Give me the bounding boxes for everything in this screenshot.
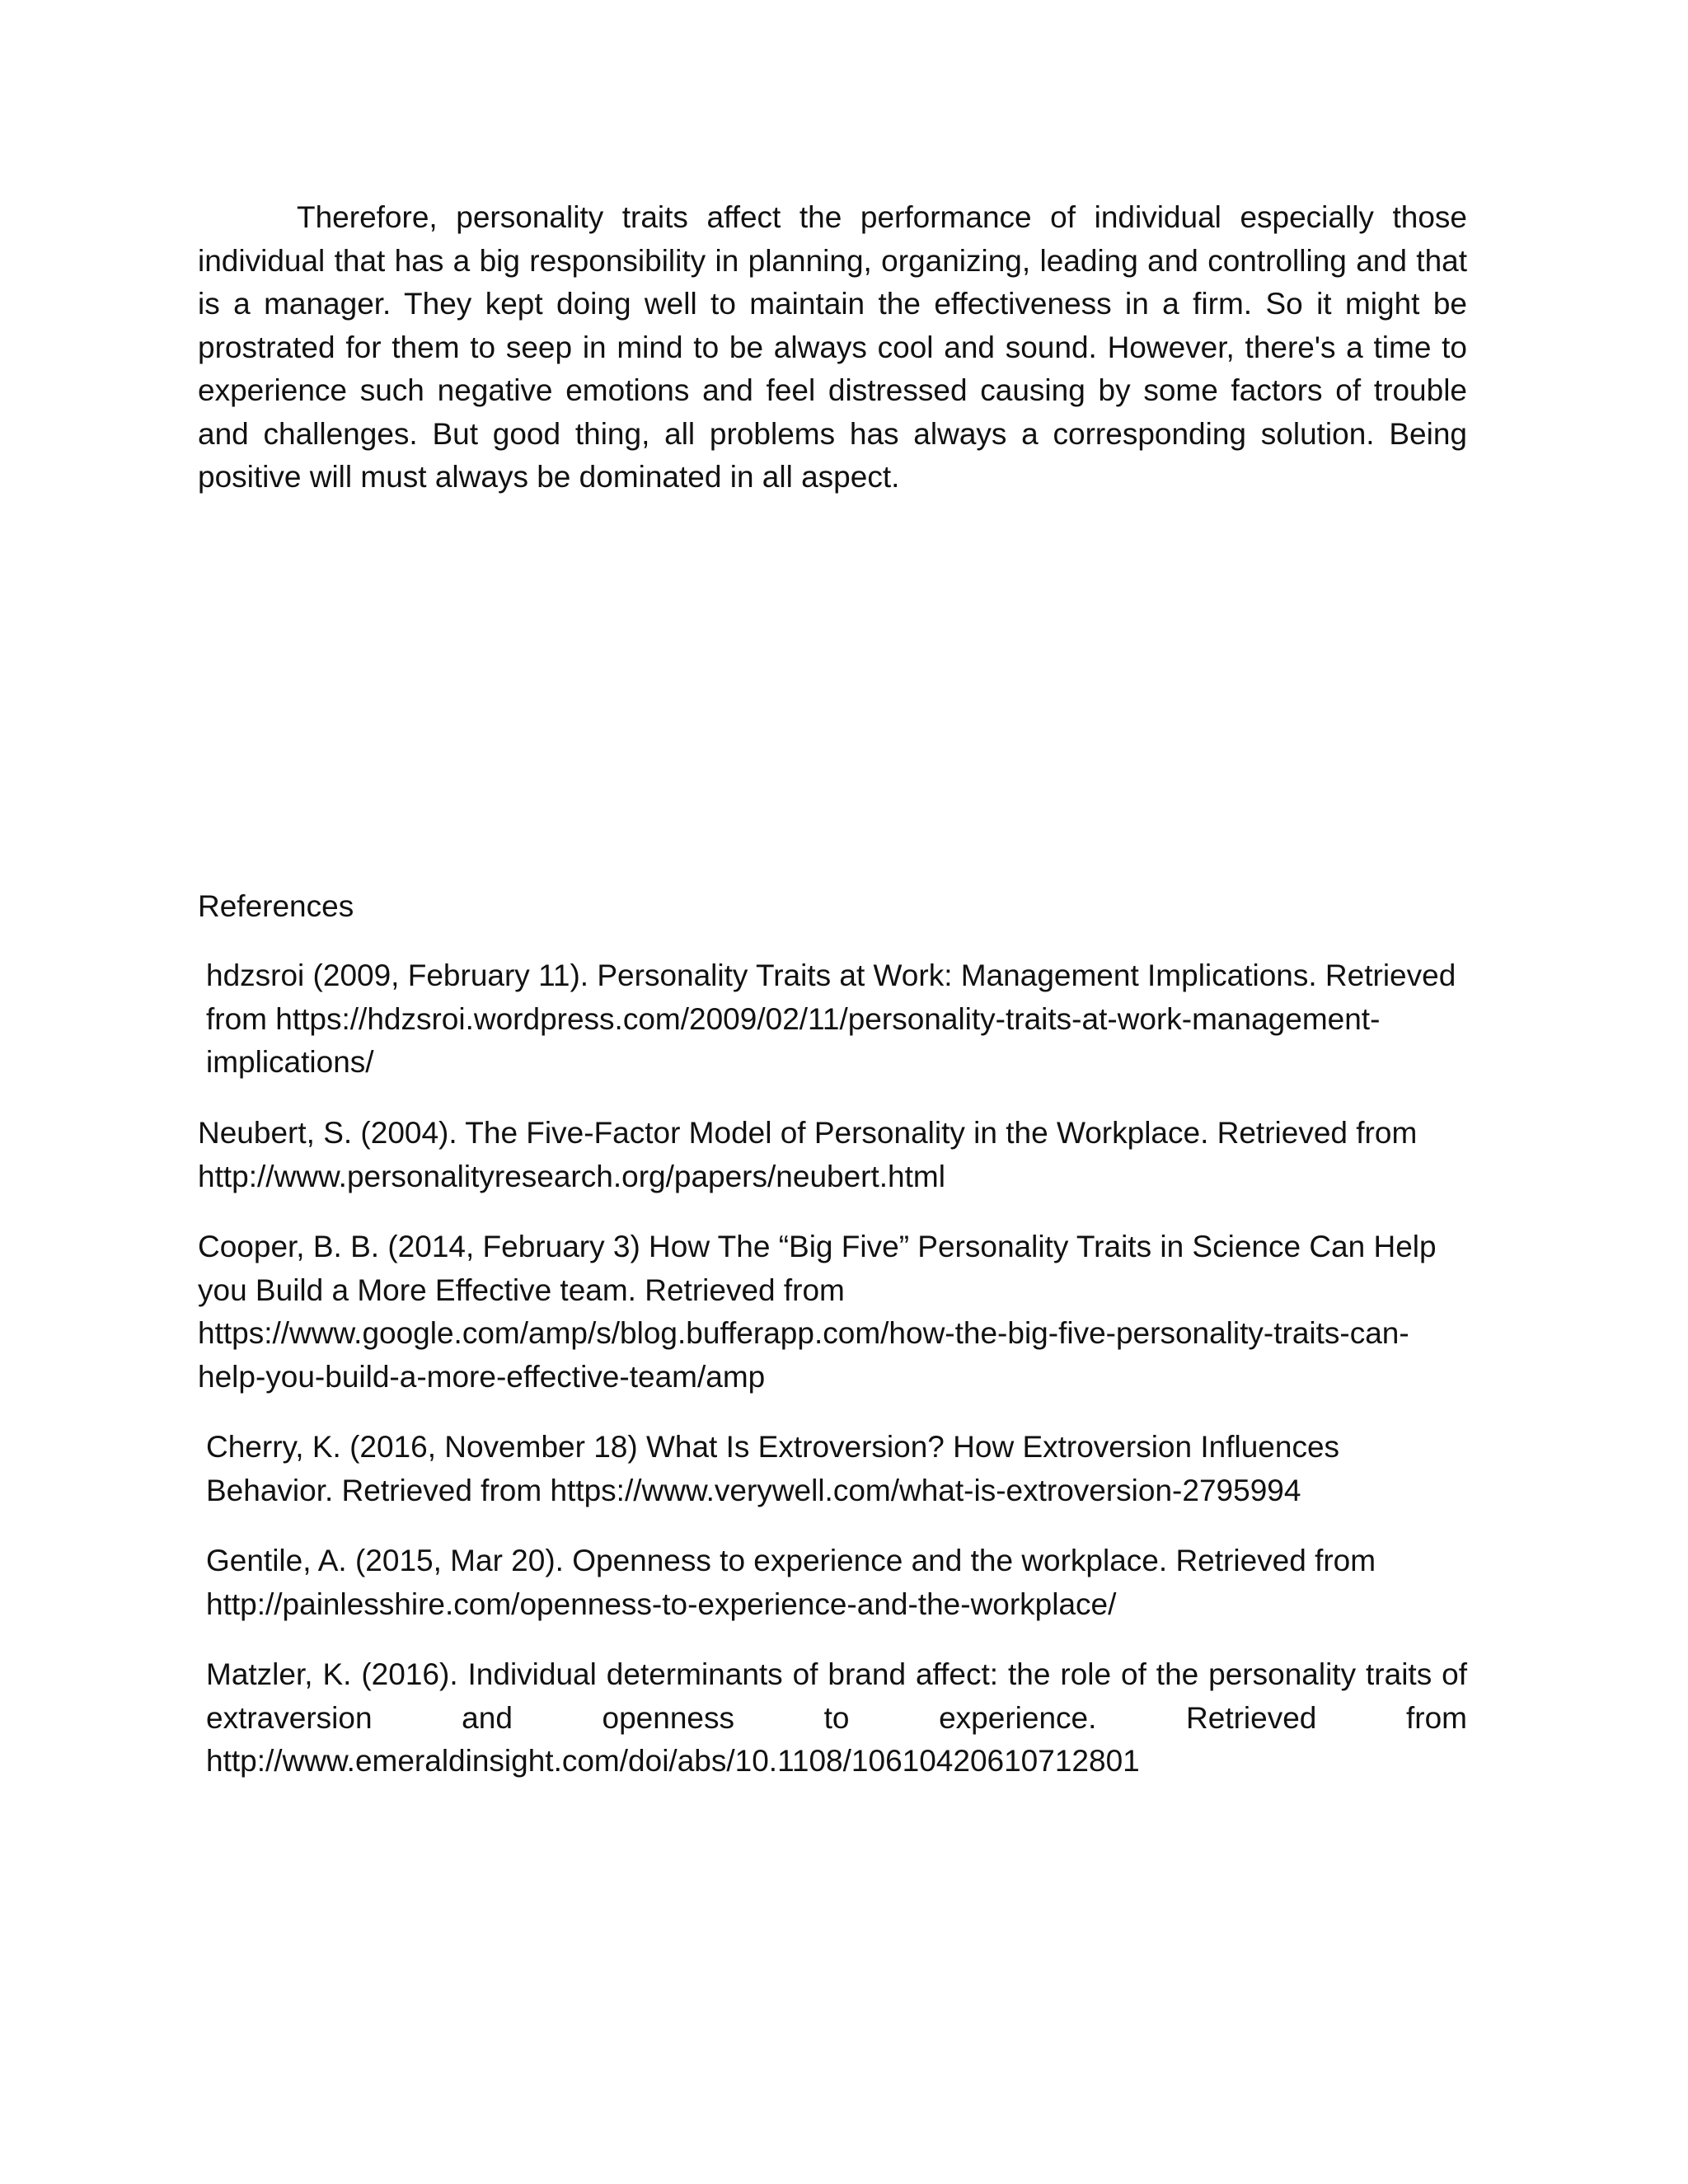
conclusion-paragraph: Therefore, personality traits affect the performance of individual especially those individual that has a big responsibility in planning, organizing, leading and controlling and that is a manager. They kept doing well to maintain the effectiveness in a firm. So it might be prostrated for them to seep in mind to be always cool and sound. However, there's a time to experience such negative emotions and feel distressed causing by some factors of trouble and challenges. But good thing, all problems has always a corresponding solution. Being positive will must always be dominated in all aspect. — [198, 200, 1467, 494]
reference-item-cherry: Cherry, K. (2016, November 18) What Is Extroversion? How Extroversion Influences Behavior. Retrieved from https://www.verywell.com/what-is-extroversion-2795994 — [206, 1430, 1340, 1507]
reference-item-hdzsroi: hdzsroi (2009, February 11). Personality Traits at Work: Management Implications. Retrieved from https://hdzsroi.wordpress.com/2009/02/11/personality-traits-at-work-management-implications/ — [206, 958, 1456, 1079]
reference-item-matzler: Matzler, K. (2016). Individual determinants of brand affect: the role of the personality traits of extraversion and openness to experience. Retrieved from http://www.emeraldinsight.com/doi/abs/10.1108/10610420610712801 — [206, 1657, 1467, 1778]
reference-item-gentile: Gentile, A. (2015, Mar 20). Openness to experience and the workplace. Retrieved from http://painlesshire.com/openness-to-experience-and-the-workplace/ — [206, 1544, 1376, 1621]
reference-item-cooper: Cooper, B. B. (2014, February 3) How The “Big Five” Personality Traits in Science Can Help you Build a More Effective team. Retrieved from https://www.google.com/amp/s/blog.bufferapp.com/how-the-big-five-personality-traits-can-help-you-build-a-more-effective-team/amp — [198, 1230, 1437, 1394]
reference-item-neubert: Neubert, S. (2004). The Five-Factor Model of Personality in the Workplace. Retrieved from http://www.personalityresearch.org/papers/neubert.html — [198, 1116, 1418, 1193]
references-heading: References — [198, 889, 354, 923]
